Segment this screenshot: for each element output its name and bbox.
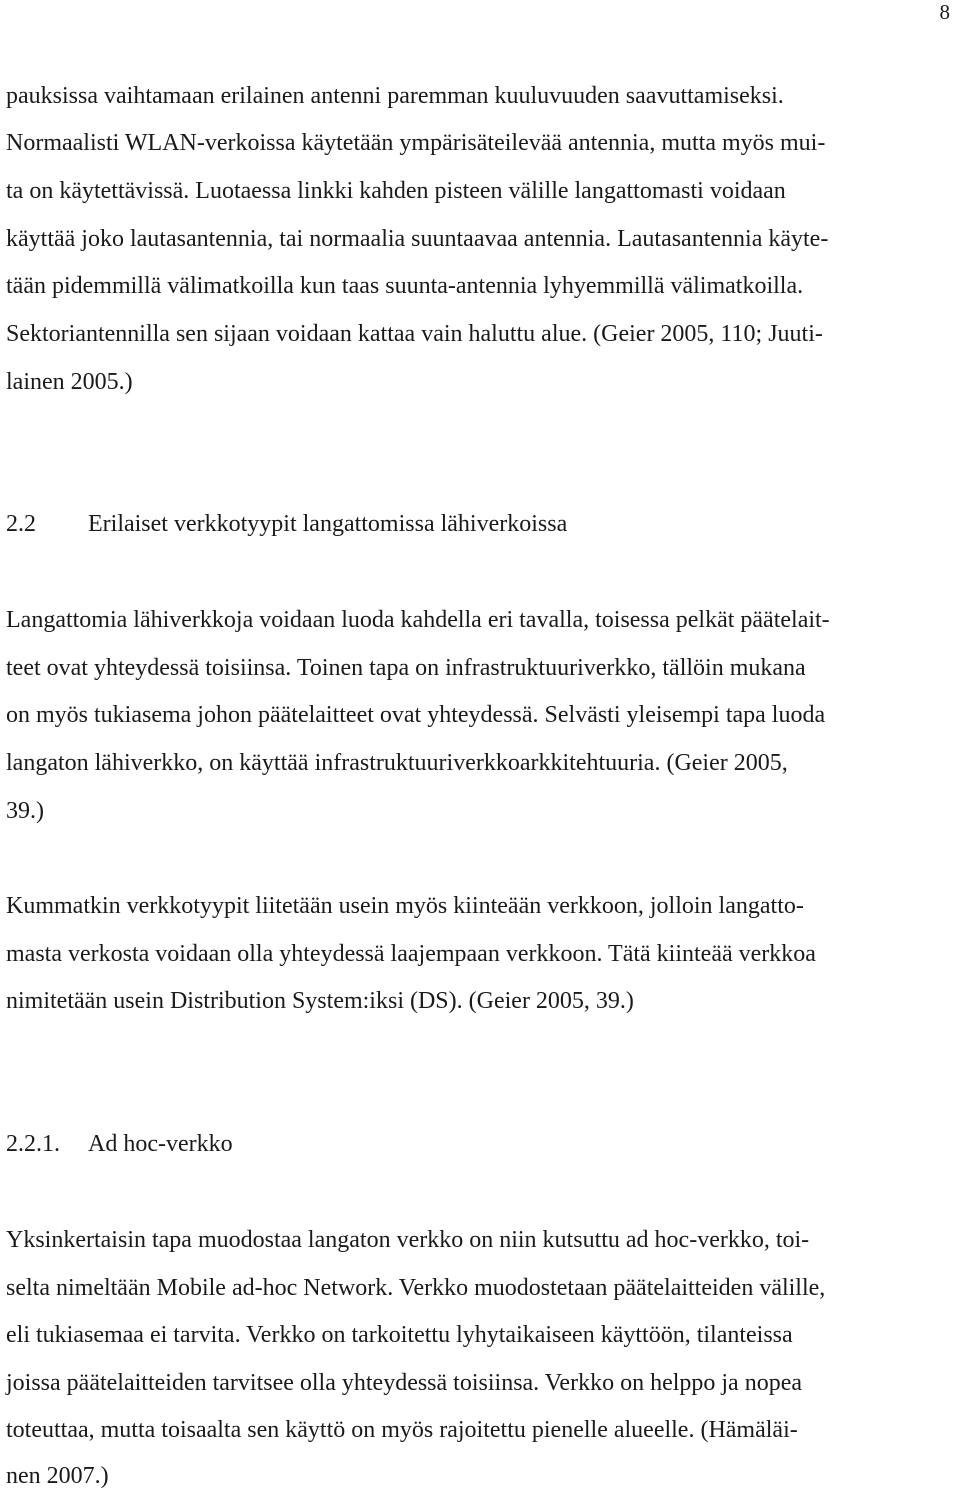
text-line: Sektoriantennilla sen sijaan voidaan kattaa vain haluttu alue. (Geier 2005, 110; Juuti-: [6, 321, 823, 347]
subsection-number: 2.2.1.: [6, 1131, 60, 1157]
text-line: nen 2007.): [6, 1463, 109, 1489]
text-line: nimitetään usein Distribution System:iksi (DS). (Geier 2005, 39.): [6, 988, 634, 1014]
text-line: eli tukiasemaa ei tarvita. Verkko on tarkoitettu lyhytaikaiseen käyttöön, tilanteissa: [6, 1322, 793, 1348]
text-line: pauksissa vaihtamaan erilainen antenni paremman kuuluvuuden saavuttamiseksi.: [6, 83, 784, 109]
subsection-title: Ad hoc-verkko: [88, 1131, 233, 1157]
text-line: toteuttaa, mutta toisaalta sen käyttö on myös rajoitettu pienelle alueelle. (Hämäläi-: [6, 1417, 798, 1443]
text-line: masta verkosta voidaan olla yhteydessä laajempaan verkkoon. Tätä kiinteää verkkoa: [6, 941, 816, 967]
text-line: joissa päätelaitteiden tarvitsee olla yhteydessä toisiinsa. Verkko on helppo ja nopea: [6, 1370, 803, 1396]
text-line: teet ovat yhteydessä toisiinsa. Toinen tapa on infrastruktuuriverkko, tällöin mukana: [6, 655, 806, 681]
section-number: 2.2: [6, 511, 36, 537]
text-line: lainen 2005.): [6, 369, 133, 395]
text-line: Normaalisti WLAN-verkoissa käytetään ympärisäteilevää antennia, mutta myös mui-: [6, 130, 826, 156]
text-line: 39.): [6, 798, 44, 824]
text-line: tään pidemmillä välimatkoilla kun taas suunta-antennia lyhyemmillä välimatkoilla.: [6, 273, 804, 299]
text-line: on myös tukiasema johon päätelaitteet ovat yhteydessä. Selvästi yleisempi tapa luoda: [6, 702, 826, 728]
text-line: Yksinkertaisin tapa muodostaa langaton verkko on niin kutsuttu ad hoc-verkko, toi-: [6, 1227, 810, 1253]
text-line: langaton lähiverkko, on käyttää infrastruktuuriverkkoarkkitehtuuria. (Geier 2005,: [6, 750, 788, 776]
section-title: Erilaiset verkkotyypit langattomissa lähiverkoissa: [88, 511, 568, 537]
text-line: Kummatkin verkkotyypit liitetään usein myös kiinteään verkkoon, jolloin langatto-: [6, 893, 804, 919]
page-number: 8: [939, 0, 950, 24]
text-line: käyttää joko lautasantennia, tai normaalia suuntaavaa antennia. Lautasantennia käyte-: [6, 226, 829, 252]
text-line: ta on käytettävissä. Luotaessa linkki kahden pisteen välille langattomasti voidaan: [6, 178, 786, 204]
text-line: Langattomia lähiverkkoja voidaan luoda kahdella eri tavalla, toisessa pelkät päätelait-: [6, 607, 830, 633]
text-line: selta nimeltään Mobile ad-hoc Network. Verkko muodostetaan päätelaitteiden välille,: [6, 1275, 826, 1301]
section-heading: [6, 512, 567, 536]
subsection-heading: [6, 1132, 233, 1156]
